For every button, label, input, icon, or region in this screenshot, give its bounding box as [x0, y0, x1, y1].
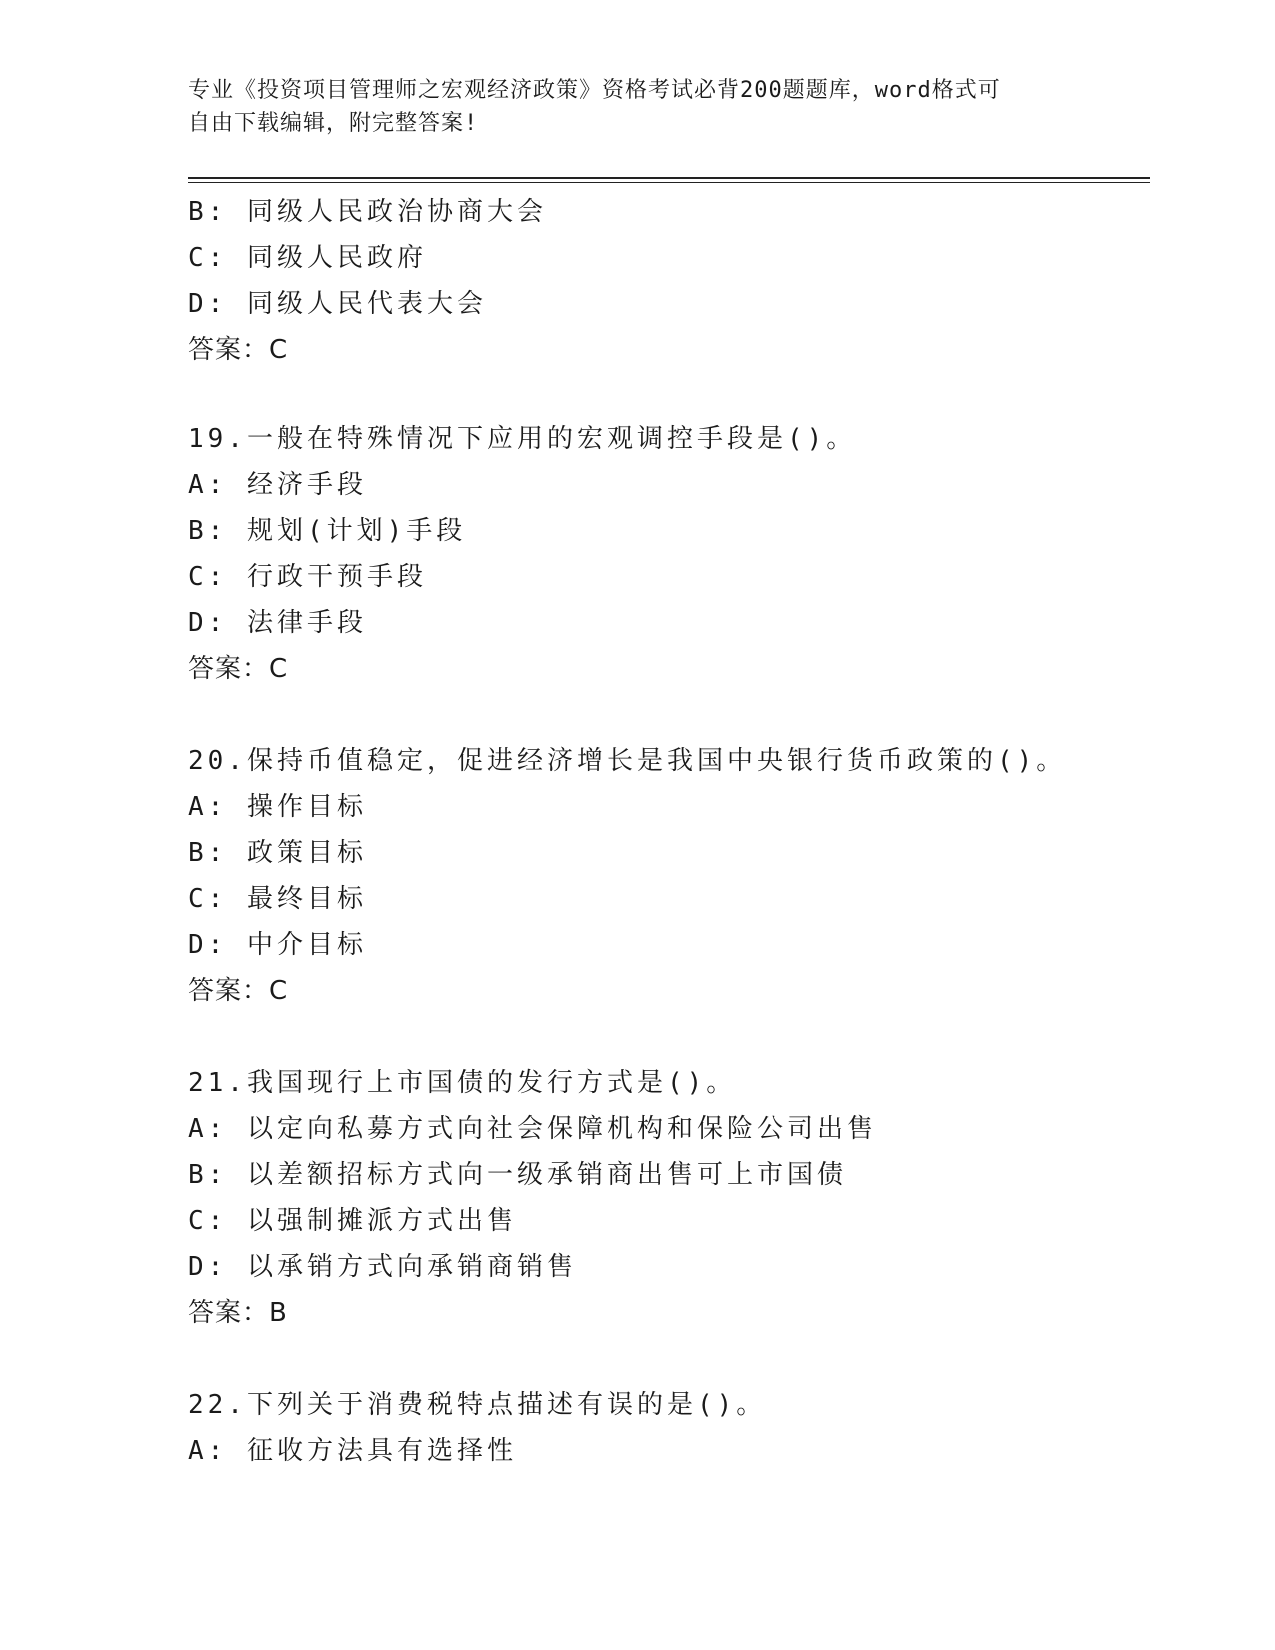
header-title-line-2: 自由下载编辑，附完整答案!: [188, 111, 479, 136]
q21-option-c: C: 以强制摊派方式出售: [188, 1206, 517, 1236]
q18-option-b: B: 同级人民政治协商大会: [188, 197, 547, 227]
q20-option-b: B: 政策目标: [188, 838, 367, 868]
q19-option-b: B: 规划(计划)手段: [188, 516, 467, 546]
question-gap: [188, 373, 1150, 416]
question-list: [188, 189, 1150, 1474]
question-18-block: [188, 189, 1150, 373]
q19-answer: 答案：C: [188, 654, 289, 684]
question-gap: [188, 1336, 1150, 1382]
question-gap: [188, 1014, 1150, 1060]
q19-option-a: A: 经济手段: [188, 470, 367, 500]
q21-option-b: B: 以差额招标方式向一级承销商出售可上市国债: [188, 1160, 847, 1190]
header-divider-thin: [188, 182, 1150, 183]
q20-option-c: C: 最终目标: [188, 884, 367, 914]
question-gap: [188, 692, 1150, 738]
question-19-block: [188, 416, 1150, 692]
q19-question: 19.一般在特殊情况下应用的宏观调控手段是()。: [188, 424, 857, 454]
document-header: [188, 74, 1088, 140]
q20-option-d: D: 中介目标: [188, 930, 367, 960]
q18-option-c: C: 同级人民政府: [188, 243, 427, 273]
question-22-block: [188, 1382, 1150, 1474]
q22-option-a: A: 征收方法具有选择性: [188, 1436, 517, 1466]
question-20-block: [188, 738, 1150, 1014]
q22-question: 22.下列关于消费税特点描述有误的是()。: [188, 1390, 767, 1420]
q21-option-d: D: 以承销方式向承销商销售: [188, 1252, 577, 1282]
question-21-block: [188, 1060, 1150, 1336]
q19-option-d: D: 法律手段: [188, 608, 367, 638]
q20-question: 20.保持币值稳定，促进经济增长是我国中央银行货币政策的()。: [188, 746, 1067, 776]
q21-question: 21.我国现行上市国债的发行方式是()。: [188, 1068, 737, 1098]
q21-option-a: A: 以定向私募方式向社会保障机构和保险公司出售: [188, 1114, 877, 1144]
q20-answer: 答案：C: [188, 976, 289, 1006]
header-title-line-1: 专业《投资项目管理师之宏观经济政策》资格考试必背200题题库，word格式可: [188, 78, 1001, 103]
q20-option-a: A: 操作目标: [188, 792, 367, 822]
q21-answer: 答案：B: [188, 1298, 288, 1328]
q19-option-c: C: 行政干预手段: [188, 562, 427, 592]
q18-answer: 答案：C: [188, 335, 289, 365]
header-divider-thick: [188, 177, 1150, 179]
q18-option-d: D: 同级人民代表大会: [188, 289, 487, 319]
